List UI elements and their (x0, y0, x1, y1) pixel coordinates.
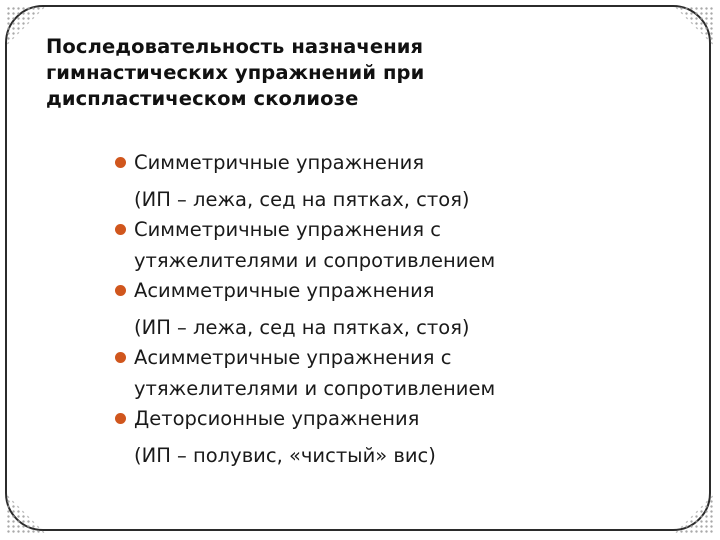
bullet-dot-icon (115, 224, 126, 235)
exercise-list (104, 148, 684, 471)
list-item (104, 343, 684, 404)
list-item-text: Симметричные упражнения с (134, 218, 441, 241)
list-item-note: (ИП – лежа, сед на пятках, стоя) (134, 187, 470, 211)
bullet-dot-icon (115, 413, 126, 424)
bullet-dot-icon (115, 285, 126, 296)
slide-title-line: Последовательность назначения (46, 35, 424, 58)
list-item-text: утяжелителями и сопротивлением (134, 248, 496, 272)
list-item-note: (ИП – лежа, сед на пятках, стоя) (134, 315, 470, 339)
list-item-note: (ИП – полувис, «чистый» вис) (134, 443, 436, 467)
list-item-text: утяжелителями и сопротивлением (134, 376, 496, 400)
list-item (104, 404, 684, 435)
slide-title-line: диспластическом сколиозе (46, 87, 359, 110)
list-item-text: Симметричные упражнения (134, 151, 425, 174)
list-item (104, 276, 684, 307)
bullet-dot-icon (115, 157, 126, 168)
list-item-text: Асимметричные упражнения (134, 279, 435, 302)
list-item (104, 215, 684, 276)
list-item-text: Деторсионные упражнения (134, 407, 420, 430)
list-item-text: Асимметричные упражнения с (134, 346, 452, 369)
slide-title-line: гимнастических упражнений при (46, 61, 425, 84)
list-item (104, 148, 684, 179)
bullet-dot-icon (115, 352, 126, 363)
slide-title (46, 34, 666, 112)
